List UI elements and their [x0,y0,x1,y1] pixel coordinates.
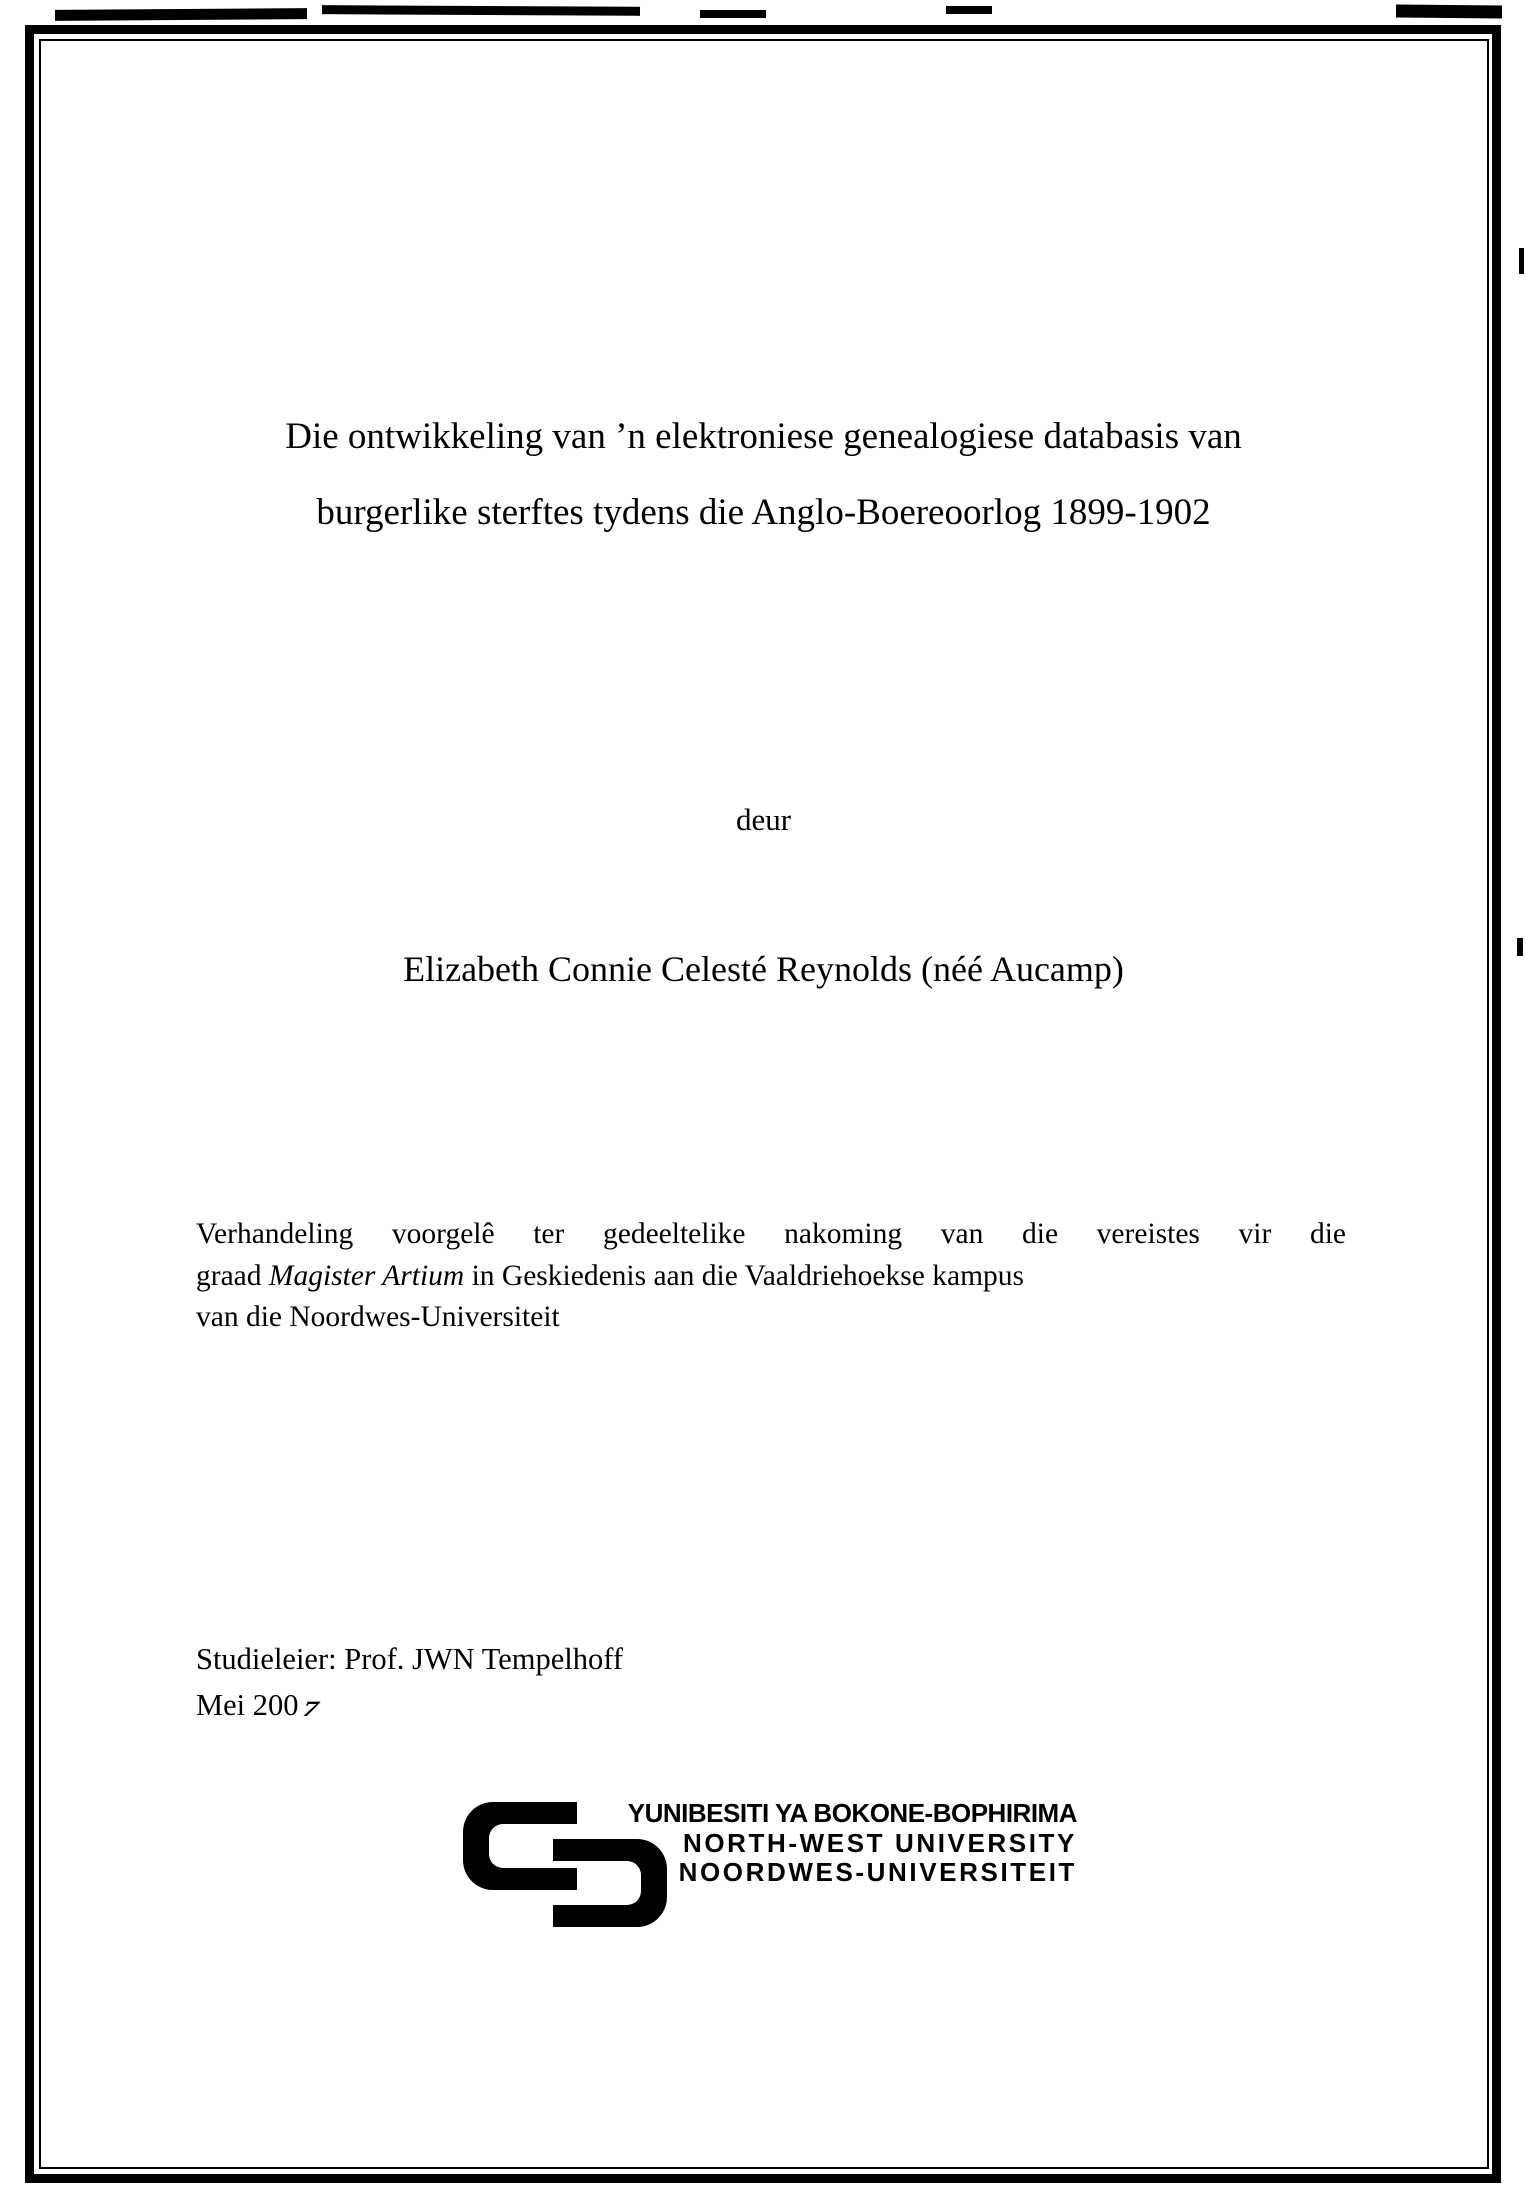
byline-deur: deur [735,802,792,837]
date-prefix: Mei 200 [196,1688,299,1722]
nwu-logo-line-afrikaans: NOORDWES-UNIVERSITEIT [678,1857,1077,1887]
degree-name: Magister Artium [268,1259,465,1292]
thesis-statement-line1: Verhandeling voorgelê ter gedeeltelike nakoming van die vereistes vir die [196,1218,1346,1250]
thesis-statement-line3: van die Noordwes-Universiteit [196,1301,560,1333]
scan-artifact [1396,5,1502,19]
statement-line2-prefix: graad [196,1259,269,1292]
nwu-logo-line-english: NORTH-WEST UNIVERSITY [682,1827,1077,1858]
thesis-statement [196,1214,1346,1339]
nwu-logo-line-setswana: YUNIBESITI YA BOKONE-BOPHIRIMA [627,1798,1077,1828]
supervisor-block [196,1636,623,1728]
thesis-statement-line2 [196,1256,1346,1298]
scan-artifact [700,10,766,18]
date-line [196,1682,623,1728]
supervisor-line: Studieleier: Prof. JWN Tempelhoff [196,1642,624,1676]
thesis-title [0,399,1527,551]
thesis-title-line1: Die ontwikkeling van ’n elektroniese genealogiese databasis van [285,416,1242,457]
nwu-logo-wordmark [540,1799,1077,1888]
date-last-digit: 7 [297,1696,323,1722]
scan-artifact [55,8,307,21]
author-name: Elizabeth Connie Celesté Reynolds (néé Aucamp) [403,949,1124,989]
scan-artifact [1519,248,1524,274]
scan-artifact [322,5,640,16]
statement-line2-suffix: in Geskiedenis aan die Vaaldriehoekse kampus [464,1259,1024,1292]
scan-artifact [946,6,992,14]
thesis-title-line2: burgerlike sterftes tydens die Anglo-Boereoorlog 1899-1902 [316,492,1211,533]
